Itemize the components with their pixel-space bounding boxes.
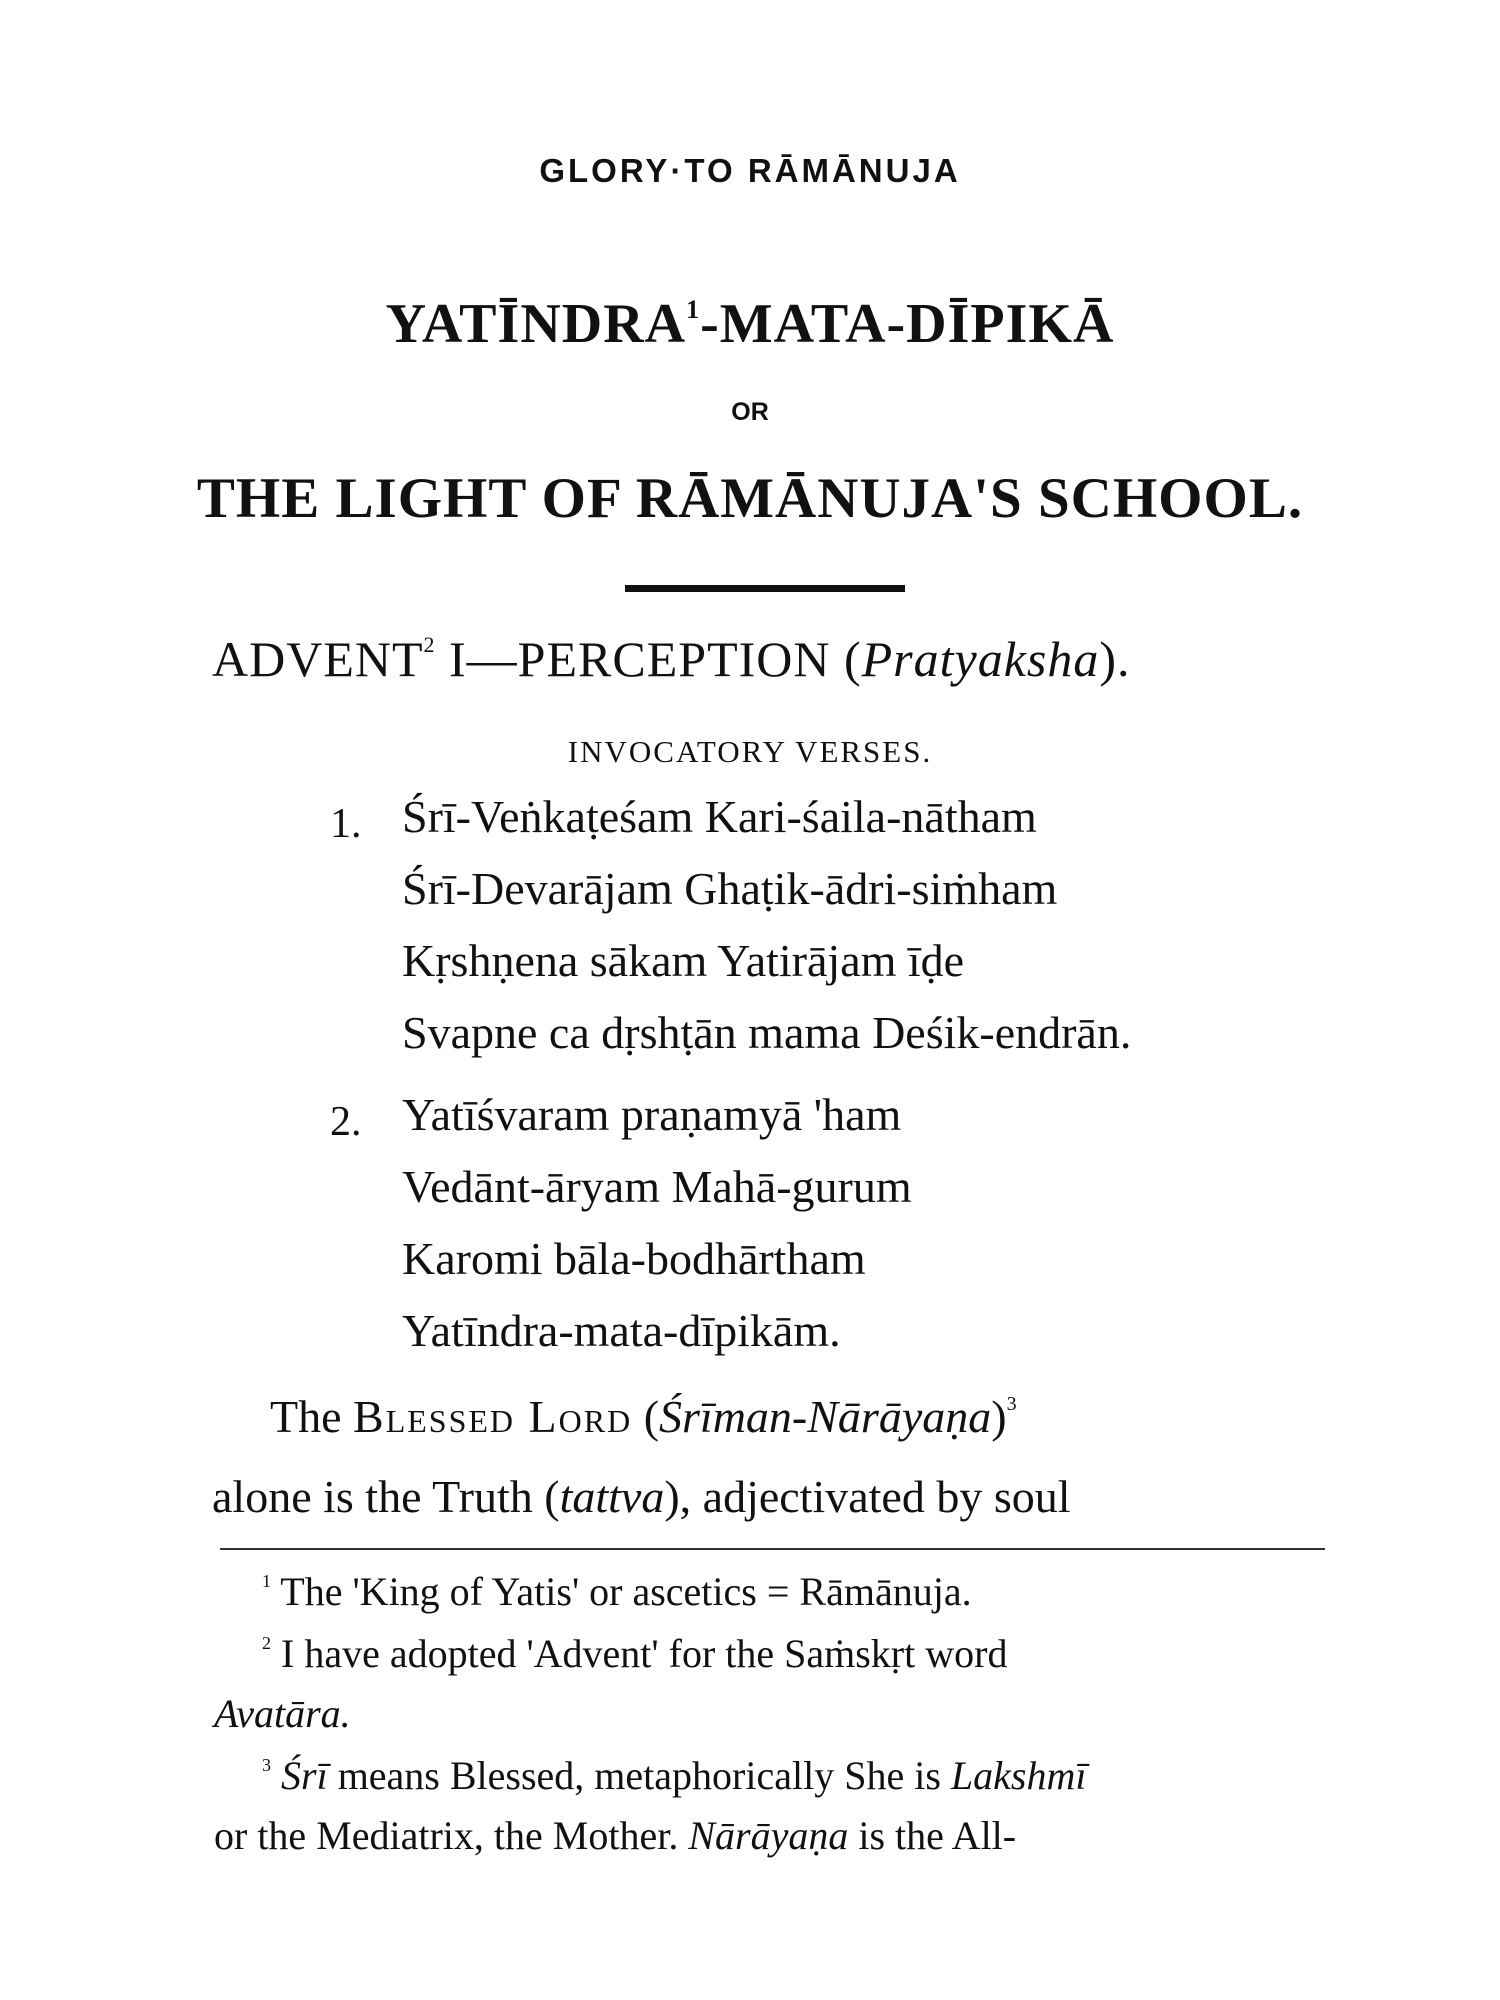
footnote-text: is the All- <box>848 1813 1017 1858</box>
body-line <box>212 1470 1071 1523</box>
body-smallcaps: Blessed Lord <box>353 1391 633 1442</box>
footnote-ref-3: 3 <box>1006 1393 1017 1415</box>
footnote-text: or the Mediatrix, the Mother. <box>214 1813 689 1858</box>
verse-number: 2. <box>330 1099 362 1145</box>
verse-line: Karomi bāla-bodhārtham <box>402 1233 866 1284</box>
body-text: ) <box>991 1391 1007 1442</box>
chapter-heading <box>212 630 1131 688</box>
footnote-text: means Blessed, metaphorically She is <box>327 1753 951 1798</box>
footnote-text: The 'King of Yatis' or ascetics = Rāmānuja. <box>280 1569 972 1614</box>
book-title-part: YATĪNDRA <box>385 293 687 355</box>
body-italic: Śrīman-Nārāyaṇa <box>659 1391 992 1442</box>
title-divider <box>625 585 905 592</box>
chapter-heading-italic: Pratyaksha <box>861 631 1100 687</box>
footnote-ref-1: 1 <box>686 295 701 324</box>
footnote-italic: Lakshmī <box>950 1753 1087 1798</box>
verse-line: Śrī-Veṅkaṭeśam Kari-śaila-nātham <box>402 791 1037 842</box>
footnote-italic: Nārāyaṇa <box>688 1813 849 1858</box>
verse-line: Svapne ca dṛshṭān mama Deśik-endrān. <box>402 1007 1132 1058</box>
footnote-3 <box>262 1752 1086 1799</box>
body-italic: tattva <box>559 1471 665 1522</box>
section-heading: INVOCATORY VERSES. <box>567 734 933 769</box>
footnote-3-cont <box>214 1812 1016 1859</box>
or-separator: OR <box>731 398 769 426</box>
footnote-2-cont <box>214 1690 351 1737</box>
footnote-text: I have adopted 'Advent' for the Saṁskṛt word <box>281 1631 1008 1676</box>
chapter-heading-part: ADVENT <box>212 631 424 687</box>
chapter-heading-part: ). <box>1099 631 1131 687</box>
verse-line: Śrī-Devarājam Ghaṭik-ādri-siṁham <box>402 863 1058 914</box>
footnote-mark: 3 <box>262 1755 271 1775</box>
book-title <box>0 292 1500 356</box>
footnote-italic: Śrī <box>281 1753 328 1798</box>
footnote-divider <box>220 1548 1325 1550</box>
glory-heading: GLORY·TO RĀMĀNUJA <box>539 152 961 189</box>
book-subtitle: THE LIGHT OF RĀMĀNUJA'S SCHOOL. <box>196 467 1304 530</box>
body-text: ( <box>632 1391 660 1442</box>
verse-line: Kṛshṇena sākam Yatirājam īḍe <box>402 935 965 986</box>
footnote-1 <box>262 1568 972 1615</box>
body-text: ), adjectivated by soul <box>664 1471 1071 1522</box>
chapter-heading-part: I—PERCEPTION ( <box>435 631 862 687</box>
verse-number: 1. <box>330 801 362 847</box>
footnote-mark: 2 <box>262 1633 271 1653</box>
body-line <box>270 1390 1017 1443</box>
footnote-2 <box>262 1630 1007 1677</box>
body-text: alone is the Truth ( <box>212 1471 560 1522</box>
verse-line: Yatīśvaram praṇamyā 'ham <box>402 1089 902 1140</box>
verse-line: Yatīndra-mata-dīpikām. <box>402 1305 841 1356</box>
book-title-part: -MATA-DĪPIKĀ <box>700 293 1115 355</box>
footnote-ref-2: 2 <box>423 632 436 657</box>
footnote-mark: 1 <box>262 1571 271 1591</box>
footnote-italic: Avatāra. <box>214 1691 351 1736</box>
body-text: The <box>270 1391 354 1442</box>
verse-line: Vedānt-āryam Mahā-gurum <box>402 1161 912 1212</box>
